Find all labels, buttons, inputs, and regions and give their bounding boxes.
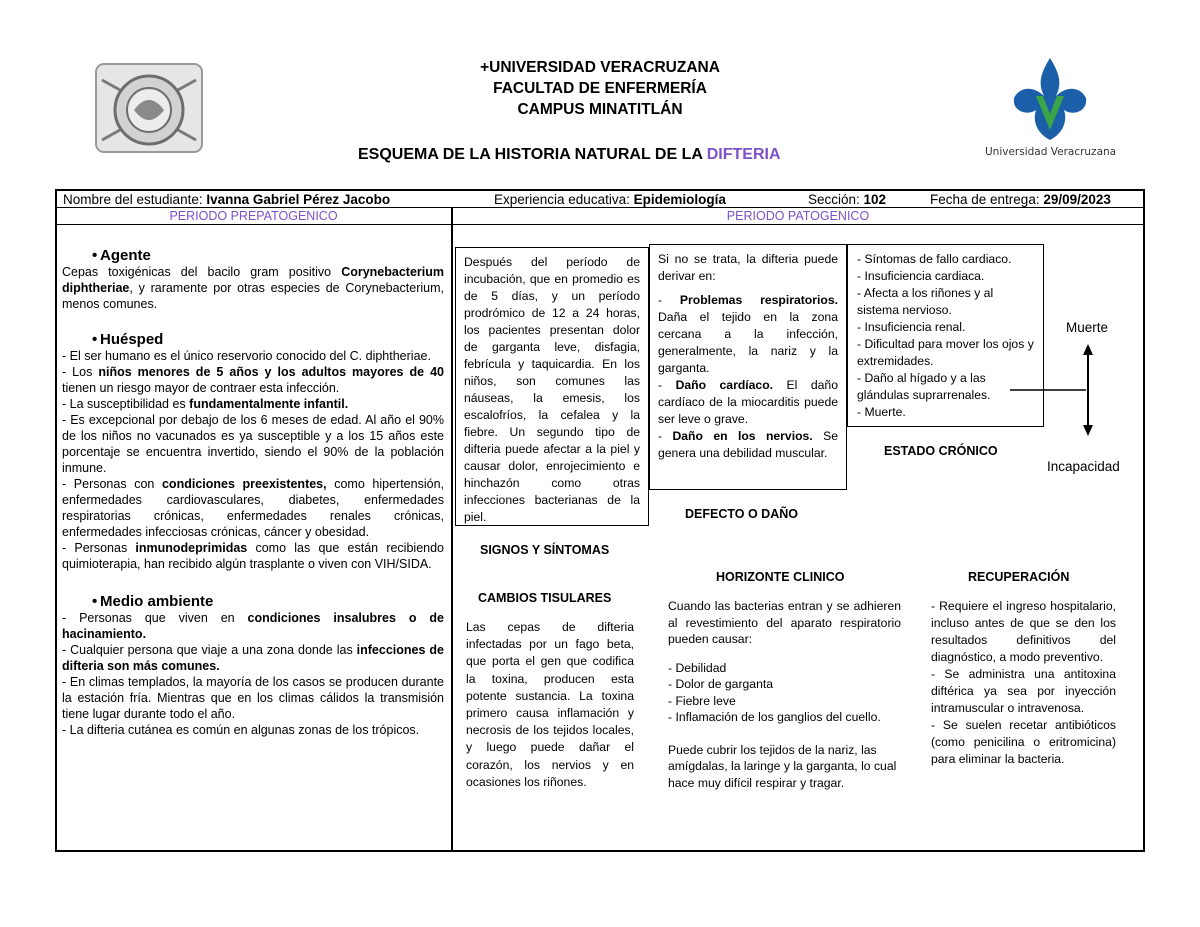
damage-dash: - [658, 293, 680, 307]
damage-text: Se genera una debilidad muscular. [658, 429, 839, 460]
label-recuperacion: RECUPERACIÓN [968, 570, 1070, 584]
damage-bold: Problemas respiratorios. [679, 293, 838, 307]
huesped-text: - Personas con [62, 477, 162, 491]
label-defecto: DEFECTO O DAÑO [685, 507, 798, 521]
signs-symptoms-box [455, 247, 649, 526]
damage-intro: Si no se trata, la difteria puede derivar en: [658, 252, 838, 283]
label-signos: SIGNOS Y SÍNTOMAS [480, 543, 610, 557]
student-name-field [63, 192, 390, 208]
uv-caption: Universidad Veracruzana [985, 146, 1117, 158]
medio-item: - En climas templados, la mayoría de los casos se producen durante la estación fría. Mientras que en los climas cálidos la transmisión tiene lugar durante todo el año. [62, 675, 444, 721]
recovery-item: - Se suelen recetar antibióticos (como penicilina o eritromicina) para eliminar la bacteria. [931, 718, 1116, 766]
recovery-item: - Se administra una antitoxina diftérica ya sea por inyección intramuscular o intravenosa. [931, 667, 1116, 715]
huesped-heading: • Huésped [92, 331, 164, 348]
huesped-text: - Personas [62, 541, 136, 555]
medio-text: - Personas que viven en [62, 611, 248, 625]
medio-bold: condiciones insalubres o de hacinamiento. [62, 611, 444, 641]
huesped-text: - La susceptibilidad es [62, 397, 190, 411]
label-horizonte: HORIZONTE CLINICO [716, 570, 845, 584]
prepatogenic-column [62, 248, 444, 738]
campus-name: CAMPUS MINATITLÁN [517, 101, 683, 118]
huesped-item [62, 396, 444, 412]
medio-heading: • Medio ambiente [92, 593, 214, 610]
chronic-item: - Afecta a los riñones y al sistema nervioso. [857, 286, 994, 317]
period-patogenic-header: PERIODO PATOGENICO [726, 209, 870, 223]
damage-item [658, 428, 838, 462]
date-value: 29/09/2023 [1043, 192, 1111, 207]
label-muerte: Muerte [1066, 320, 1109, 335]
clinical-horizon [668, 598, 901, 791]
huesped-bold: inmunodeprimidas [135, 541, 248, 555]
divider [56, 207, 1144, 208]
agente-title: Agente [100, 247, 151, 264]
label-estado-cronico: ESTADO CRÓNICO [884, 444, 998, 458]
outcome-arrows [1010, 344, 1110, 436]
agente-text-1: Cepas toxigénicas del bacilo gram positivo [62, 265, 342, 279]
date-field [930, 192, 1111, 208]
agente-text [62, 264, 444, 312]
label-cambios: CAMBIOS TISULARES [478, 591, 612, 605]
signs-text: Después del período de incubación, que en promedio es de 5 días, y un período prodrómico de 12 a 24 horas, los pacientes presentan dolor de garganta leve, disfagia, febrícula y taquicardia. En los niños, son comunes las náuseas, la emesis, los escalofríos, la cefalea y la fiebre. Un segundo tipo de difteria puede afectar a la piel y causar dolor, enrojecimiento e hinchazón como otras infecciones bacterianas de la piel. [464, 255, 640, 524]
damage-item [658, 292, 838, 377]
huesped-item: - El ser humano es el único reservorio conocido del C. diphtheriae. [62, 349, 431, 363]
student-value: Ivanna Gabriel Pérez Jacobo [206, 192, 391, 207]
chronic-item: - Insuficiencia renal. [857, 320, 966, 334]
horizon-item: - Debilidad [668, 660, 727, 675]
university-seal-logo [94, 60, 204, 156]
chronic-item: - Muerte. [857, 405, 906, 419]
medio-item [62, 610, 444, 642]
damage-dash: - [658, 378, 676, 392]
horizon-outro: Puede cubrir los tejidos de la nariz, las amígdalas, la laringe y la garganta, lo cual hace muy difícil respirar y tragar. [668, 742, 897, 790]
horizon-item: - Fiebre leve [668, 693, 736, 708]
medio-text: - Cualquier persona que viaje a una zona donde las [62, 643, 357, 657]
horizon-item: - Dolor de garganta [668, 677, 774, 691]
huesped-title: Huésped [100, 331, 164, 348]
period-prepatogenic-header: PERIODO PREPATOGENICO [169, 209, 338, 223]
damage-bold: Daño en los nervios. [672, 429, 813, 443]
huesped-text: como las que están recibiendo quimioterapia, han recibido algún trasplante o viven con VIH/SIDA. [62, 541, 445, 571]
course-value: Epidemiología [633, 192, 726, 207]
damage-box [649, 244, 847, 490]
huesped-bold: fundamentalmente infantil. [189, 397, 349, 411]
damage-text: El daño cardíaco de la miocarditis puede ser leve o grave. [658, 378, 838, 426]
chronic-item: - Dificultad para mover los ojos y extremidades. [857, 337, 1034, 368]
huesped-text: tienen un riesgo mayor de contraer esta infección. [62, 381, 340, 395]
arrow-up-icon [1083, 344, 1093, 355]
huesped-item [62, 540, 444, 572]
agente-text-2: , y raramente por otras especies de Corynebacterium, menos comunes. [62, 281, 444, 311]
chronic-item: - Insuficiencia cardiaca. [857, 269, 985, 283]
divider [56, 224, 1144, 225]
medio-title: Medio ambiente [100, 593, 214, 610]
date-label: Fecha de entrega: [930, 192, 1044, 207]
uv-flower-logo [1010, 56, 1090, 142]
agente-bold: Corynebacterium diphtheriae [62, 265, 444, 295]
horizon-item: - Inflamación de los ganglios del cuello. [668, 710, 881, 724]
medio-item: - La difteria cutánea es común en algunas zonas de los trópicos. [62, 723, 420, 737]
document-title [358, 146, 781, 164]
university-name: +UNIVERSIDAD VERACRUZANA [480, 59, 720, 76]
damage-item [658, 377, 838, 428]
huesped-bold: niños menores de 5 años y los adultos mayores de 40 [98, 365, 444, 379]
section-value: 102 [863, 192, 887, 207]
faculty-name: FACULTAD DE ENFERMERÍA [493, 80, 707, 97]
huesped-bold: condiciones preexistentes, [161, 477, 327, 491]
medio-bold: infecciones de difteria son más comunes. [62, 643, 444, 673]
arrow-down-icon [1083, 425, 1093, 436]
huesped-text: - Los [62, 365, 99, 379]
section-field [808, 192, 886, 208]
label-incapacidad: Incapacidad [1047, 459, 1120, 474]
huesped-item [62, 476, 444, 540]
course-label: Experiencia educativa: [494, 192, 634, 207]
tissue-changes-text: Las cepas de difteria infectadas por un fago beta, que porta el gen que codifica la toxina, producen esta potente sustancia. La toxina primero causa inflamación y necrosis de los tejidos locales, y luego puede dañar el corazón, los nervios y en ocasiones los riñones. [466, 620, 634, 789]
column-divider [451, 208, 453, 851]
course-field [494, 192, 726, 208]
huesped-text: como hipertensión, enfermedades cardiovasculares, diabetes, enfermedades respiratorias crónicas, enfermedades renales crónicas, enfermedades infecciosas crónicas, cáncer y obesidad. [62, 477, 444, 539]
huesped-item [62, 364, 444, 396]
chronic-item: - Síntomas de fallo cardiaco. [857, 252, 1012, 266]
student-label: Nombre del estudiante: [63, 192, 207, 207]
title-highlight: DIFTERIA [706, 146, 781, 163]
huesped-item: - Es excepcional por debajo de los 6 meses de edad. Al año el 90% de los niños no vacunados es ya susceptible y a los 15 años este porcentaje se encuentra invertido, siendo el 90% de la población inmune. [62, 413, 444, 475]
section-label: Sección: [808, 192, 864, 207]
chronic-item: - Daño al hígado y a las glándulas suprarrenales. [857, 371, 991, 402]
damage-dash: - [658, 429, 673, 443]
horizon-intro: Cuando las bacterias entran y se adhieren al revestimiento del aparato respiratorio pueden causar: [668, 599, 901, 646]
damage-text: Daña el tejido en la zona cercana a la infección, generalmente, la nariz y la garganta. [658, 310, 838, 375]
medio-item [62, 642, 444, 674]
recovery-item: - Requiere el ingreso hospitalario, incluso antes de que se den los resultados definitivos del diagnóstico, a modo preventivo. [931, 599, 1116, 664]
title-prefix: ESQUEMA DE LA HISTORIA NATURAL DE LA [358, 146, 707, 163]
agente-heading: • Agente [92, 247, 151, 264]
damage-bold: Daño cardíaco. [675, 378, 774, 392]
recovery-text [931, 598, 1116, 768]
